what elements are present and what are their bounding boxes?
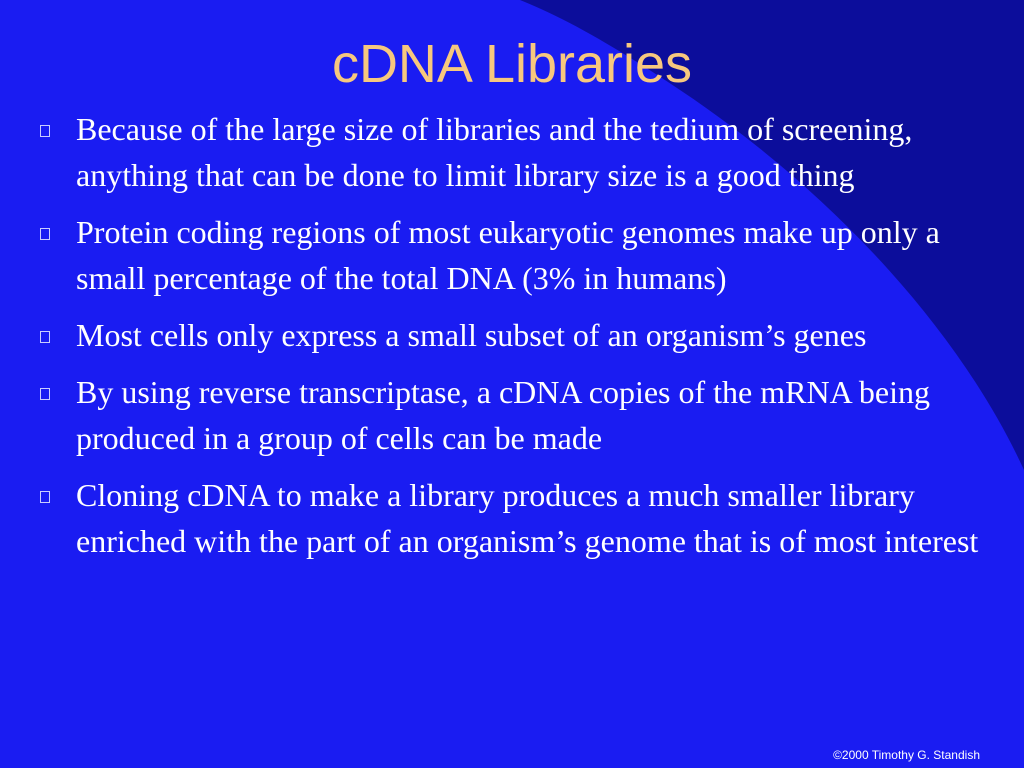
bullet-item bbox=[40, 312, 980, 358]
bullet-item bbox=[40, 209, 980, 301]
bullet-item bbox=[40, 106, 980, 198]
hollow-square-bullet-icon bbox=[40, 388, 50, 400]
slide-title: cDNA Libraries bbox=[331, 34, 693, 94]
hollow-square-bullet-icon bbox=[40, 228, 50, 240]
hollow-square-bullet-icon bbox=[40, 331, 50, 343]
hollow-square-bullet-icon bbox=[40, 125, 50, 137]
bullet-text: Cloning cDNA to make a library produces a much smaller library enriched with the part of an organism’s genome that is of most interest bbox=[76, 477, 979, 559]
bullet-list bbox=[40, 106, 980, 575]
bullet-text: Because of the large size of libraries and the tedium of screening, anything that can be done to limit library size is a good thing bbox=[76, 111, 913, 193]
bullet-item bbox=[40, 369, 980, 461]
bullet-text: By using reverse transcriptase, a cDNA copies of the mRNA being produced in a group of cells can be made bbox=[76, 374, 931, 456]
bullet-text: Most cells only express a small subset of an organism’s genes bbox=[76, 317, 867, 353]
hollow-square-bullet-icon bbox=[40, 491, 50, 503]
bullet-text: Protein coding regions of most eukaryotic genomes make up only a small percentage of the total DNA (3% in humans) bbox=[76, 214, 940, 296]
bullet-item bbox=[40, 472, 980, 564]
copyright-footer: ©2000 Timothy G. Standish bbox=[833, 748, 980, 762]
